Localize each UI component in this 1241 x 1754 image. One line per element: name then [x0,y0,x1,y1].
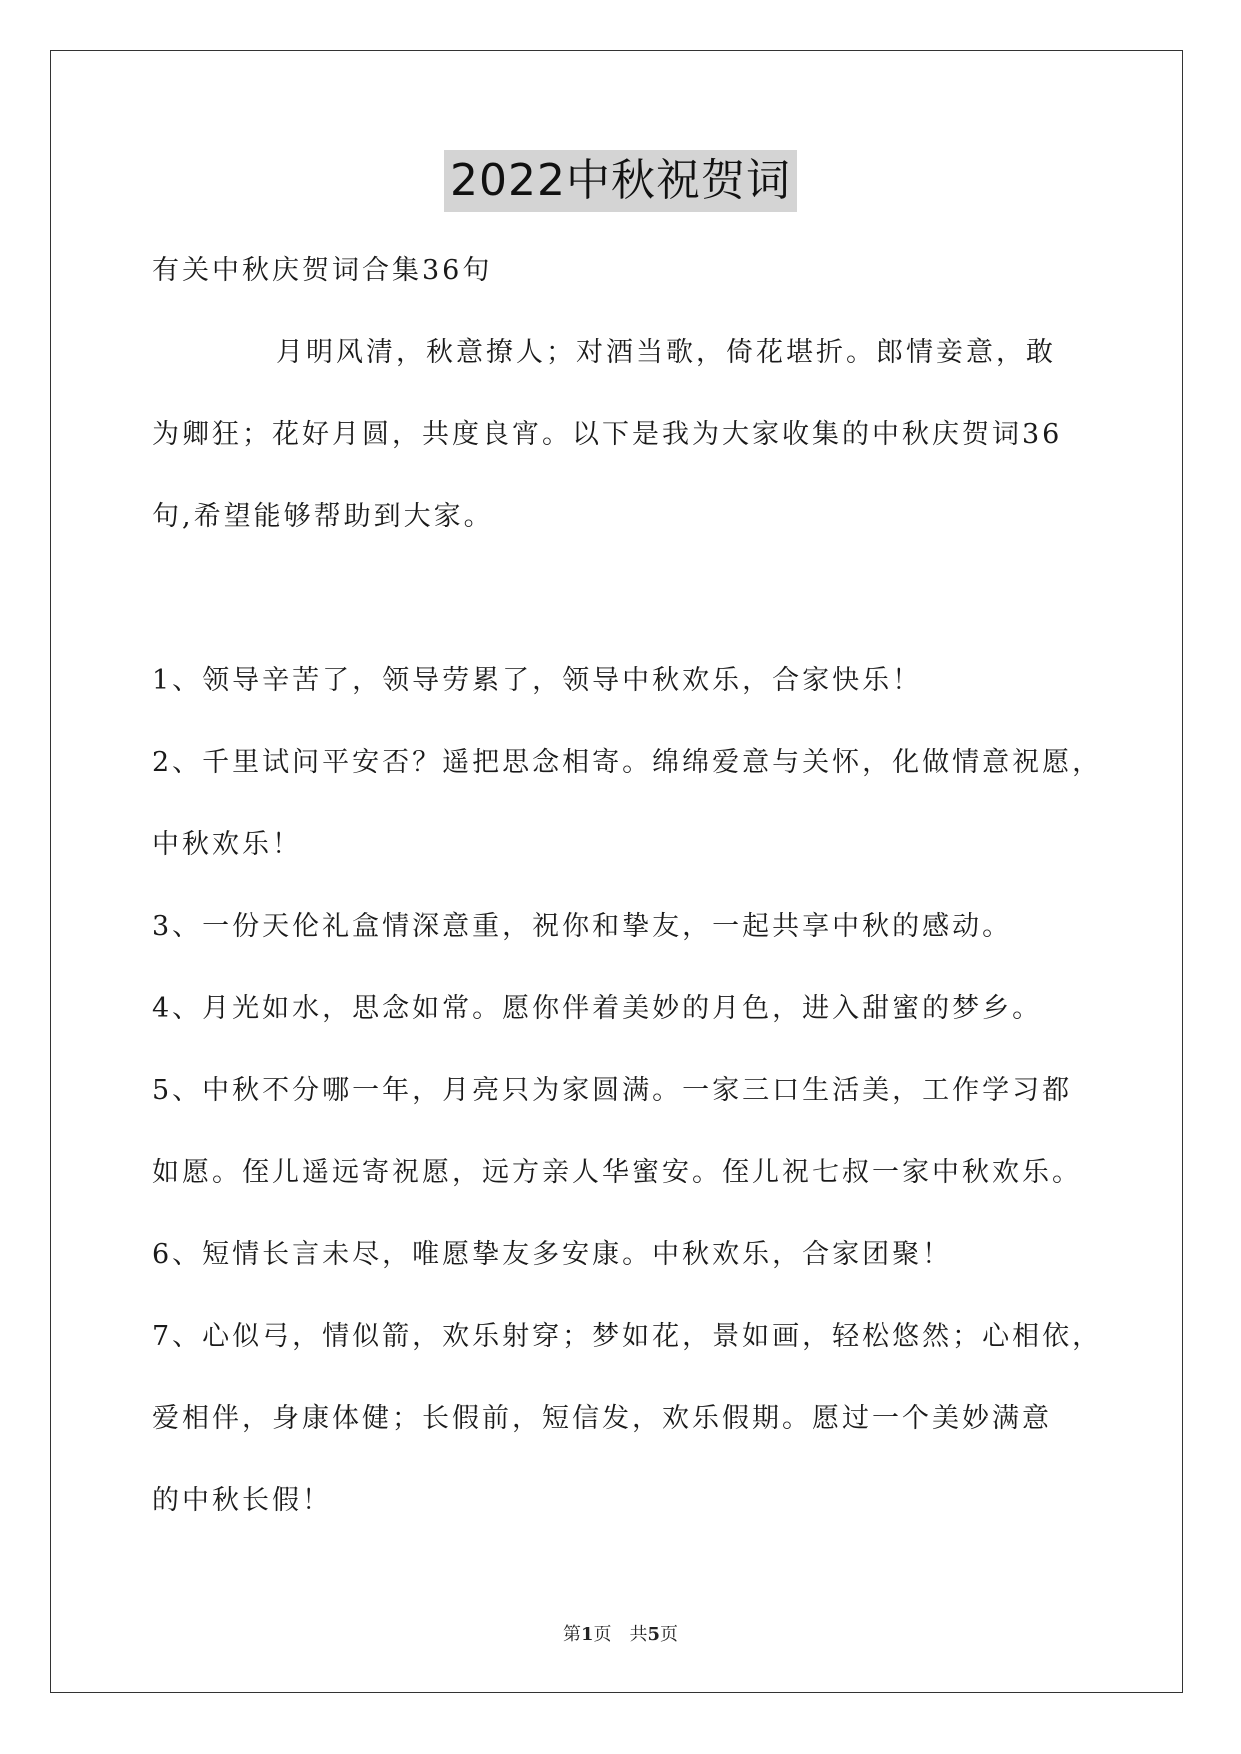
page-footer [0,1620,1241,1646]
footer-prefix: 第 [562,1624,581,1645]
document-body [152,230,1102,1542]
footer-total-pages: 5 [647,1624,661,1645]
title-wrap [0,150,1241,212]
item-2-line: 中秋欢乐！ [152,829,302,860]
item-2-line: 2、千里试问平安否？遥把思念相寄。绵绵爱意与关怀，化做情意祝愿， [152,747,1103,778]
item-3-line: 3、一份天伦礼盒情深意重，祝你和挚友，一起共享中秋的感动。 [152,911,1013,942]
document-title: 2022中秋祝贺词 [444,150,797,212]
intro-line: 句,希望能够帮助到大家。 [152,501,494,532]
item-5-line: 如愿。侄儿遥远寄祝愿，远方亲人华蜜安。侄儿祝七叔一家中秋欢乐。 [152,1157,1082,1188]
item-7-line: 的中秋长假！ [152,1485,332,1516]
item-7-line: 爱相伴，身康体健；长假前，短信发，欢乐假期。愿过一个美妙满意 [152,1403,1052,1434]
intro-line: 为卿狂；花好月圆，共度良宵。以下是我为大家收集的中秋庆贺词36 [152,419,1063,450]
intro-line: 月明风清，秋意撩人；对酒当歌，倚花堪折。郎情妾意，敢 [276,337,1056,368]
footer-middle: 页 共 [593,1624,648,1645]
paragraph-gap [152,558,1102,640]
item-1-line: 1、领导辛苦了，领导劳累了，领导中秋欢乐，合家快乐！ [152,665,923,696]
document-subtitle: 有关中秋庆贺词合集36句 [152,255,493,286]
item-7-line: 7、心似弓，情似箭，欢乐射穿；梦如花，景如画，轻松悠然；心相依， [152,1321,1103,1352]
item-5-line: 5、中秋不分哪一年，月亮只为家圆满。一家三口生活美，工作学习都 [152,1075,1073,1106]
footer-suffix: 页 [660,1624,679,1645]
item-6-line: 6、短情长言未尽，唯愿挚友多安康。中秋欢乐，合家团聚！ [152,1239,953,1270]
item-4-line: 4、月光如水，思念如常。愿你伴着美妙的月色，进入甜蜜的梦乡。 [152,993,1043,1024]
footer-current-page: 1 [580,1624,594,1645]
